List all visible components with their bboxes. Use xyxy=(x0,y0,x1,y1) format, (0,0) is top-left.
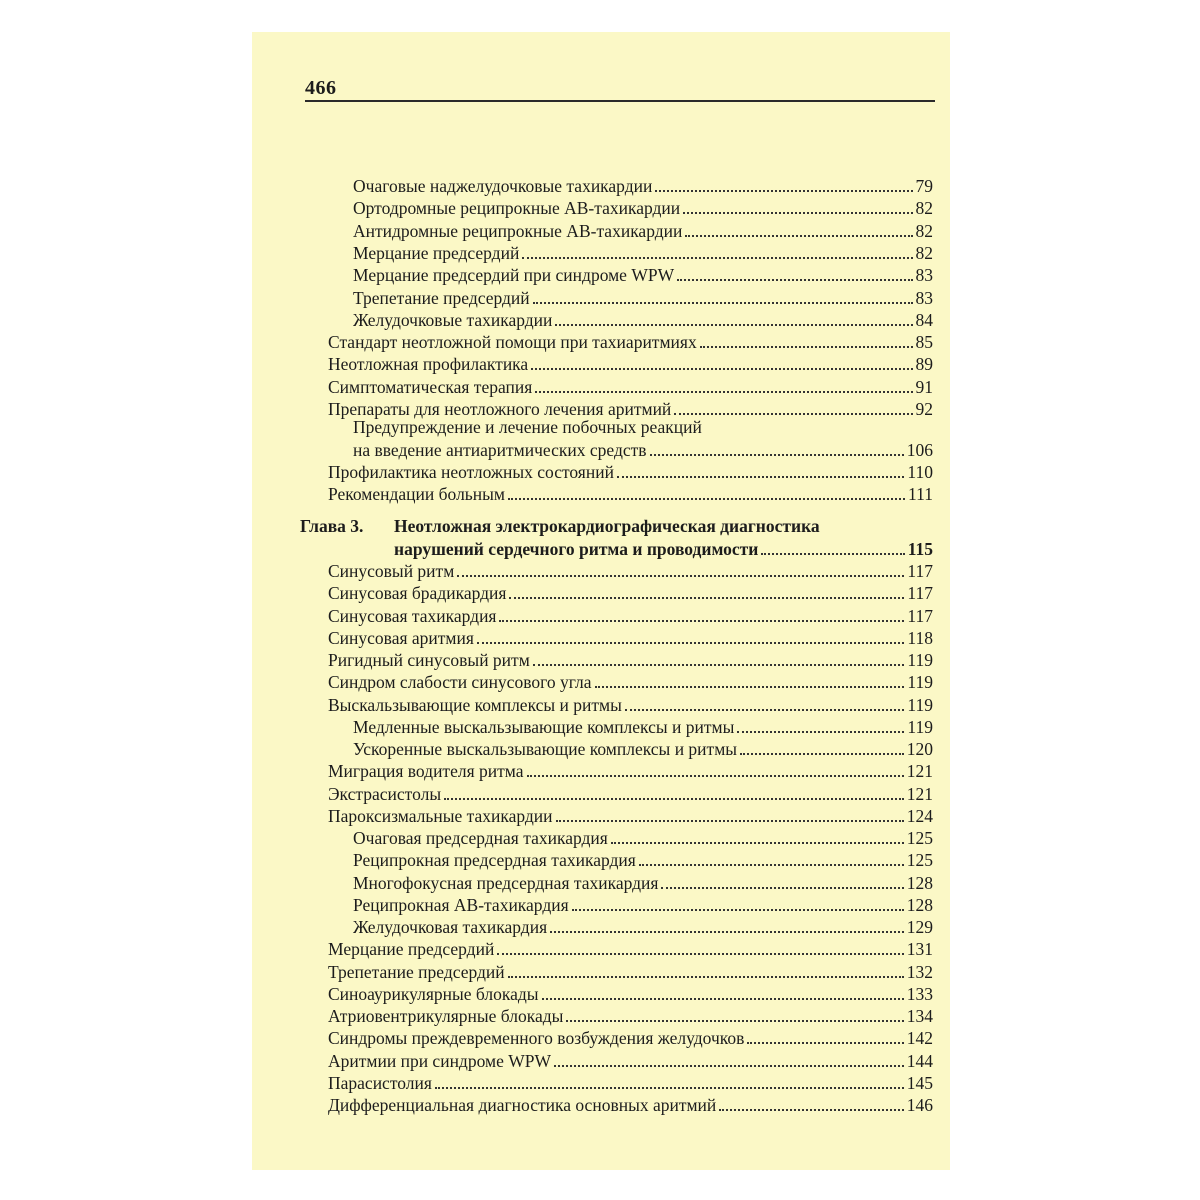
toc-entry xyxy=(353,242,933,264)
toc-entry-page: 121 xyxy=(906,761,933,782)
toc-entry-page: 134 xyxy=(906,1006,933,1026)
toc-entry-title: Стандарт неотложной помощи при тахиаритмиях xyxy=(328,332,697,353)
leader-dots xyxy=(509,593,904,599)
toc-entry xyxy=(328,1027,933,1049)
toc-entry-page: 83 xyxy=(915,265,933,286)
toc-entry xyxy=(328,961,933,983)
toc-entry-title: Парасистолия xyxy=(328,1072,432,1093)
toc-entry-page: 145 xyxy=(906,1072,933,1093)
toc-entry-title: Очаговые наджелудочковые тахикардии xyxy=(353,176,653,196)
leader-dots xyxy=(700,342,913,348)
leader-dots xyxy=(508,494,905,500)
toc-entry xyxy=(353,872,933,894)
toc-entry xyxy=(328,1094,933,1116)
toc-entry-title: Синусовая аритмия xyxy=(328,627,474,648)
leader-dots xyxy=(477,638,904,644)
toc-entry-title: Ускоренные выскальзывающие комплексы и ритмы xyxy=(353,739,738,759)
toc-entry-page: 119 xyxy=(907,716,933,737)
leader-dots xyxy=(595,682,905,688)
toc-entry-title: Аритмии при синдроме WPW xyxy=(328,1050,551,1071)
leader-dots xyxy=(737,727,904,733)
toc-entry-title: Желудочковые тахикардии xyxy=(353,309,553,330)
toc-entry xyxy=(353,738,933,760)
leader-dots xyxy=(555,320,912,326)
toc-entry xyxy=(328,649,933,671)
toc-entry xyxy=(353,175,933,197)
toc-entry xyxy=(353,439,933,461)
leader-dots xyxy=(572,905,904,911)
chapter-page: 115 xyxy=(907,539,933,559)
toc-entry-page: 125 xyxy=(906,828,933,848)
toc-entry-page: 119 xyxy=(907,650,933,670)
toc-entry-title: Рекомендации больным xyxy=(328,484,505,505)
toc-entry xyxy=(328,582,933,604)
toc-entry-page: 133 xyxy=(906,983,933,1004)
chapter-title-line2: нарушений сердечного ритма и проводимости xyxy=(394,539,759,559)
toc-entry-page: 117 xyxy=(907,583,933,604)
toc-entry-page: 146 xyxy=(906,1095,933,1115)
toc-entry-title: Пароксизмальные тахикардии xyxy=(328,805,553,826)
toc-entry xyxy=(328,938,933,960)
leader-dots xyxy=(650,450,904,456)
leader-dots xyxy=(522,253,912,259)
toc-entry-title: Экстрасистолы xyxy=(328,783,442,804)
toc-entry-title: Желудочковая тахикардия xyxy=(353,917,548,937)
leader-dots xyxy=(655,186,912,192)
toc-entry xyxy=(328,331,933,353)
leader-dots xyxy=(527,771,904,777)
toc-entry xyxy=(328,805,933,827)
toc-entry-page: 82 xyxy=(915,220,933,241)
toc-entry xyxy=(328,398,933,420)
leader-dots xyxy=(497,949,903,955)
toc-entry xyxy=(328,353,933,375)
toc-entry-page: 128 xyxy=(906,894,933,915)
toc-entry-page: 129 xyxy=(906,917,933,937)
toc-entry-title: Трепетание предсердий xyxy=(328,961,505,982)
toc-entry xyxy=(328,694,933,716)
toc-entry-title: Атриовентрикулярные блокады xyxy=(328,1006,564,1026)
toc-entry-page: 89 xyxy=(915,354,933,375)
toc-entry-title: Ригидный синусовый ритм xyxy=(328,650,530,670)
toc-entry-page: 82 xyxy=(915,198,933,219)
leader-dots xyxy=(661,883,903,889)
leader-dots xyxy=(617,472,904,478)
toc-entry-title: Препараты для неотложного лечения аритмий xyxy=(328,399,672,419)
toc-entry-title: Синусовая тахикардия xyxy=(328,605,497,626)
toc-entry-page: 79 xyxy=(915,176,933,196)
leader-dots xyxy=(740,749,904,755)
leader-dots xyxy=(566,1016,903,1022)
chapter-label: Глава 3. xyxy=(300,516,364,536)
toc-entry-title: на введение антиаритмических средств xyxy=(353,440,647,460)
leader-dots xyxy=(625,705,905,711)
leader-dots xyxy=(499,616,904,622)
toc-entry xyxy=(353,716,933,738)
leader-dots xyxy=(533,660,905,666)
toc-entry-page: 118 xyxy=(907,627,933,648)
leader-dots xyxy=(685,231,912,237)
leader-dots xyxy=(435,1083,904,1089)
toc-entry-page: 117 xyxy=(907,605,933,626)
toc-entry xyxy=(328,1050,933,1072)
toc-entry xyxy=(353,309,933,331)
leader-dots xyxy=(639,860,904,866)
toc-entry xyxy=(328,461,933,483)
toc-entry-page: 128 xyxy=(906,872,933,893)
toc-entry-page: 121 xyxy=(906,783,933,804)
toc-entry-page: 144 xyxy=(906,1050,933,1071)
toc-entry-page: 91 xyxy=(915,376,933,397)
toc-entry xyxy=(353,220,933,242)
toc-entry-title: Реципрокная АВ-тахикардия xyxy=(353,894,569,915)
toc-entry xyxy=(353,916,933,938)
toc-entry-title: Ортодромные реципрокные АВ-тахикардии xyxy=(353,198,681,219)
toc-entry-page: 142 xyxy=(906,1028,933,1049)
toc-entry-title: Неотложная профилактика xyxy=(328,354,529,375)
toc-entry-title: Синдромы преждевременного возбуждения желудочков xyxy=(328,1028,745,1049)
toc-entry-page: 84 xyxy=(915,309,933,330)
toc-entry xyxy=(353,197,933,219)
toc-entry xyxy=(328,605,933,627)
toc-entry-title: Синусовая брадикардия xyxy=(328,583,507,604)
leader-dots xyxy=(535,387,912,393)
toc-entry xyxy=(328,671,933,693)
leader-dots xyxy=(444,794,904,800)
leader-dots xyxy=(747,1038,903,1044)
toc-entry-page: 82 xyxy=(915,242,933,263)
toc-entry xyxy=(353,264,933,286)
toc-entry-title: Синоаурикулярные блокады xyxy=(328,983,539,1004)
toc-entry-line1: Предупреждение и лечение побочных реакций xyxy=(353,417,702,437)
toc-entry-title: Мерцание предсердий при синдроме WPW xyxy=(353,265,675,286)
toc-entry-page: 119 xyxy=(907,694,933,715)
toc-entry-page: 132 xyxy=(906,961,933,982)
toc-entry xyxy=(328,627,933,649)
toc-entry-title: Очаговая предсердная тахикардия xyxy=(353,828,608,848)
toc-entry-page: 106 xyxy=(906,440,933,460)
leader-dots xyxy=(531,364,912,370)
toc-entry-title: Мерцание предсердий xyxy=(328,939,495,960)
toc-entry-page: 125 xyxy=(906,850,933,871)
toc-entry-title: Синусовый ритм xyxy=(328,561,455,581)
toc-entry xyxy=(328,1072,933,1094)
toc-entry xyxy=(328,783,933,805)
toc-entry-title: Профилактика неотложных состояний xyxy=(328,462,614,482)
leader-dots xyxy=(683,208,912,214)
toc-entry-title: Медленные выскальзывающие комплексы и ритмы xyxy=(353,716,735,737)
leader-dots xyxy=(554,1061,904,1067)
toc-entry-title: Многофокусная предсердная тахикардия xyxy=(353,872,659,893)
toc-entry-title: Симптоматическая терапия xyxy=(328,376,533,397)
leader-dots xyxy=(611,838,904,844)
toc-entry-title: Синдром слабости синусового угла xyxy=(328,672,592,693)
toc-entry xyxy=(353,287,933,309)
leader-dots xyxy=(761,549,904,555)
leader-dots xyxy=(542,994,904,1000)
toc-entry-page: 110 xyxy=(907,462,933,482)
toc-entry xyxy=(353,827,933,849)
page-number: 466 xyxy=(305,77,337,99)
toc-entry-title: Выскальзывающие комплексы и ритмы xyxy=(328,694,622,715)
toc-entry-page: 83 xyxy=(915,287,933,308)
toc-entry-page: 111 xyxy=(908,484,933,505)
toc-entry-page: 124 xyxy=(906,805,933,826)
leader-dots xyxy=(677,275,912,281)
toc-entry-page: 131 xyxy=(906,939,933,960)
toc-entry xyxy=(353,894,933,916)
toc-entry xyxy=(328,483,933,505)
leader-dots xyxy=(508,972,904,978)
leader-dots xyxy=(719,1105,903,1111)
leader-dots xyxy=(533,298,913,304)
toc-entry xyxy=(328,760,933,782)
toc-entry xyxy=(353,849,933,871)
toc-entry-page: 85 xyxy=(915,332,933,353)
toc-entry xyxy=(328,376,933,398)
toc-entry xyxy=(328,983,933,1005)
chapter-title xyxy=(394,538,933,560)
leader-dots xyxy=(457,571,904,577)
toc-entry-page: 92 xyxy=(915,399,933,419)
leader-dots xyxy=(550,927,904,933)
chapter-title-line1: Неотложная электрокардиографическая диагностика xyxy=(394,516,820,536)
toc-entry xyxy=(328,1005,933,1027)
leader-dots xyxy=(674,409,912,415)
toc-entry-page: 117 xyxy=(907,561,933,581)
book-page xyxy=(252,32,950,1170)
header-rule xyxy=(305,100,935,102)
toc-entry-title: Дифференциальная диагностика основных аритмий xyxy=(328,1095,717,1115)
toc-entry-page: 119 xyxy=(907,672,933,693)
toc-entry-title: Миграция водителя ритма xyxy=(328,761,524,782)
toc-entry-title: Мерцание предсердий xyxy=(353,242,520,263)
leader-dots xyxy=(556,816,904,822)
toc-entry-title: Трепетание предсердий xyxy=(353,287,530,308)
toc-entry xyxy=(328,560,933,582)
toc-entry-title: Антидромные реципрокные АВ-тахикардии xyxy=(353,220,683,241)
toc-entry-title: Реципрокная предсердная тахикардия xyxy=(353,850,636,871)
toc-entry-page: 120 xyxy=(906,739,933,759)
